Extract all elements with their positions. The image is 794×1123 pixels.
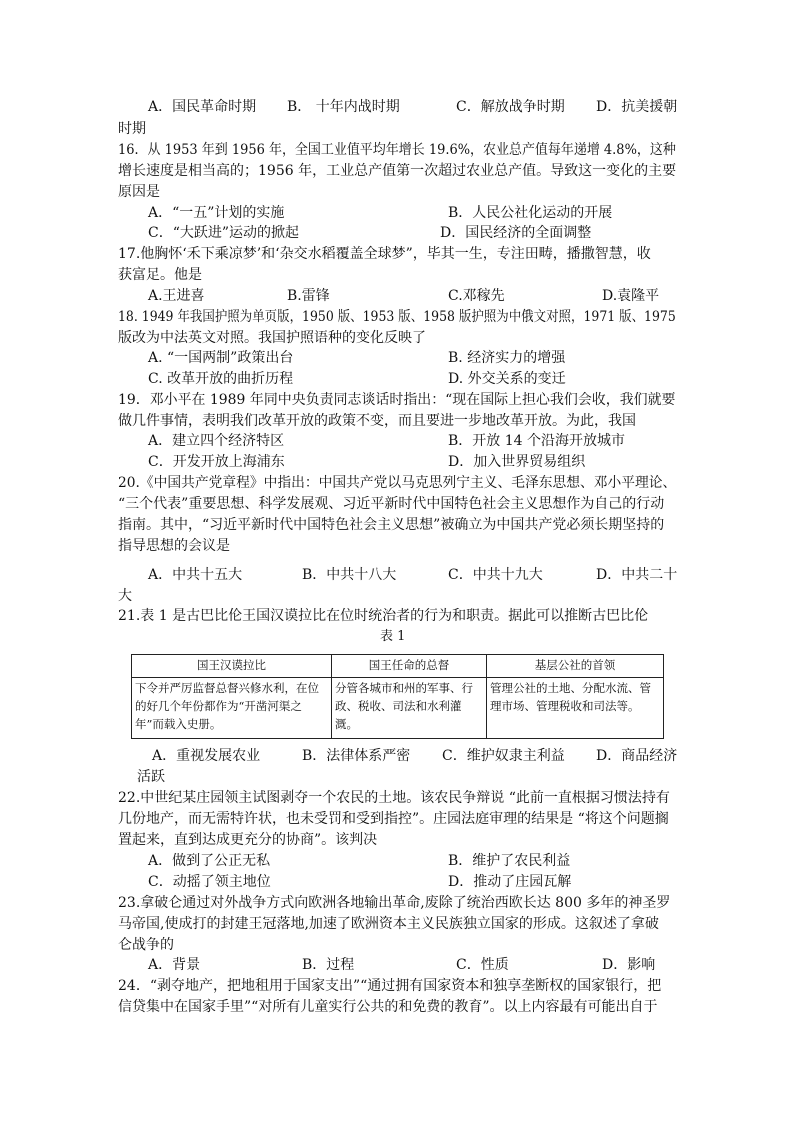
q23-option-a: A．背景 <box>148 957 201 973</box>
q23-option-d: D．影响 <box>602 957 656 973</box>
q21-option-d: D．商品经济 <box>596 748 678 764</box>
q16-stem-line-1: 16．从 1953 年到 1956 年，全国工业值平均年增长 19.6%，农业总产值每年递增 4.8%，这种 <box>118 142 676 158</box>
table-header-cell: 基层公社的首领 <box>487 655 664 678</box>
table-header-cell: 国王汉谟拉比 <box>132 655 332 678</box>
q16-option-b: B．人民公社化运动的开展 <box>448 205 613 221</box>
q18-option-b: B. 经济实力的增强 <box>448 350 566 366</box>
q18-stem-line-1: 18. 1949 年我国护照为单页版，1950 版、1953 版、1958 版护照为中俄文对照，1971 版、1975 <box>118 309 676 325</box>
q16-option-a: A．“一五”计划的实施 <box>148 205 285 221</box>
q20-stem-line-4: 指导思想的会议是 <box>118 538 230 554</box>
table-caption: 表 1 <box>380 629 406 644</box>
q21-option-c: C．维护奴隶主利益 <box>442 748 565 764</box>
table-cell: 管理公社的土地、分配水流、管理市场、管理税收和司法等。 <box>487 678 664 739</box>
q15-option-c: C．解放战争时期 <box>456 99 565 115</box>
q17-stem-line-1: 17.他胸怀‘禾下乘凉梦’和‘杂交水稻覆盖全球梦”，毕其一生，专注田畴，播撒智慧，收 <box>118 246 651 262</box>
q24-stem-line-1: 24．“剥夺地产，把地租用于国家支出”“通过拥有国家资本和独享垄断权的国家银行，把 <box>118 978 662 994</box>
table-cell: 下令并严厉监督总督兴修水利，在位的好几个年份都作为“开凿河渠之年”而载入史册。 <box>132 678 332 739</box>
q21-stem-line-1: 21.表 1 是古巴比伦王国汉谟拉比在位时统治者的行为和职责。据此可以推断古巴比伦 <box>118 608 649 624</box>
q21-option-d-wrap: 活跃 <box>137 769 165 785</box>
q17-stem-line-2: 获富足。他是 <box>118 267 202 283</box>
q22-stem-line-2: 几份地产，而无需特许状，也未受罚和受到指控”。庄园法庭审理的结果是 “将这个问题搁 <box>118 811 669 827</box>
q19-option-a: A．建立四个经济特区 <box>148 433 285 449</box>
q15-option-b: B． 十年内战时期 <box>287 99 400 115</box>
q19-option-c: C．开发开放上海浦东 <box>148 454 285 470</box>
q20-stem-line-2: “三个代表”重要思想、科学发展观、习近平新时代中国特色社会主义思想作为自己的行动 <box>118 496 665 512</box>
q16-stem-line-3: 原因是 <box>118 184 160 200</box>
table-header-cell: 国王任命的总督 <box>332 655 487 678</box>
q22-option-b: B．维护了农民利益 <box>448 853 571 869</box>
q17-option-d: D.袁隆平 <box>602 288 660 304</box>
q22-option-d: D．推动了庄园瓦解 <box>448 874 572 890</box>
table-cell: 分管各城市和州的军事、行政、税收、司法和水利灌溉。 <box>332 678 487 739</box>
q15-option-d-wrap: 时期 <box>118 121 146 137</box>
q20-option-d-wrap: 大 <box>118 588 132 604</box>
q17-option-a: A.王进喜 <box>148 288 205 304</box>
q19-option-b: B．开放 14 个沿海开放城市 <box>448 433 626 449</box>
q20-option-d: D．中共二十 <box>596 567 678 583</box>
q22-option-a: A．做到了公正无私 <box>148 853 271 869</box>
q18-option-a: A. “一国两制”政策出台 <box>148 350 294 366</box>
q23-stem-line-2: 马帝国,使成打的封建王冠落地,加速了欧洲资本主义民族独立国家的形成。这叙述了拿破 <box>118 916 659 932</box>
q19-stem-line-2: 做几件事情，表明我们改革开放的政策不变，而且要进一步地改革开放。为此，我国 <box>118 413 636 429</box>
q16-option-d: D．国民经济的全面调整 <box>440 225 592 241</box>
q20-option-a: A．中共十五大 <box>148 567 243 583</box>
q23-option-c: C．性质 <box>456 957 509 973</box>
q20-stem-line-1: 20.《中国共产党章程》中指出：中国共产党以马克思列宁主义、毛泽东思想、邓小平理论、 <box>118 475 677 491</box>
q17-option-b: B.雷锋 <box>287 288 330 304</box>
table-row <box>132 678 664 739</box>
q18-option-c: C. 改革开放的曲折历程 <box>148 371 294 387</box>
q16-stem-line-2: 增长速度是相当高的；1956 年，工业总产值第一次超过农业总产值。导致这一变化的主要 <box>118 163 677 179</box>
q20-option-b: B．中共十八大 <box>302 567 397 583</box>
q21-option-a: A．重视发展农业 <box>152 748 261 764</box>
q19-stem-line-1: 19．邓小平在 1989 年同中央负责同志谈话时指出：“现在国际上担心我们会收，我们就要 <box>118 392 676 408</box>
q16-option-c: C．“大跃进”运动的掀起 <box>148 225 300 241</box>
table-header-row <box>132 655 664 678</box>
q24-stem-line-2: 信贷集中在国家手里”“对所有儿童实行公共的和免费的教育”。以上内容最有可能出自于 <box>118 999 658 1015</box>
q21-option-b: B．法律体系严密 <box>302 748 411 764</box>
data-table <box>131 654 664 739</box>
q23-stem-line-3: 仑战争的 <box>118 937 174 953</box>
q19-option-d: D．加入世界贸易组织 <box>448 454 586 470</box>
q22-stem-line-3: 置起来，直到达成更充分的协商”。该判决 <box>118 832 378 848</box>
q23-option-b: B．过程 <box>302 957 355 973</box>
q22-stem-line-1: 22.中世纪某庄园领主试图剥夺一个农民的土地。该农民争辩说 “此前一直根据习惯法持有 <box>118 790 670 806</box>
q15-option-a: A．国民革命时期 <box>148 99 257 115</box>
q17-option-c: C.邓稼先 <box>448 288 505 304</box>
q18-option-d: D. 外交关系的变迁 <box>448 371 566 387</box>
q18-stem-line-2: 版改为中法英文对照。我国护照语种的变化反映了 <box>118 330 426 346</box>
q23-stem-line-1: 23.拿破仑通过对外战争方式向欧洲各地输出革命,废除了统治西欧长达 800 多年的神圣罗 <box>118 895 671 911</box>
q20-option-c: C．中共十九大 <box>448 567 543 583</box>
q15-option-d: D．抗美援朝 <box>596 99 678 115</box>
q20-stem-line-3: 指南。其中，“习近平新时代中国特色社会主义思想”被确立为中国共产党必须长期坚持的 <box>118 517 665 533</box>
q22-option-c: C．动摇了领主地位 <box>148 874 271 890</box>
